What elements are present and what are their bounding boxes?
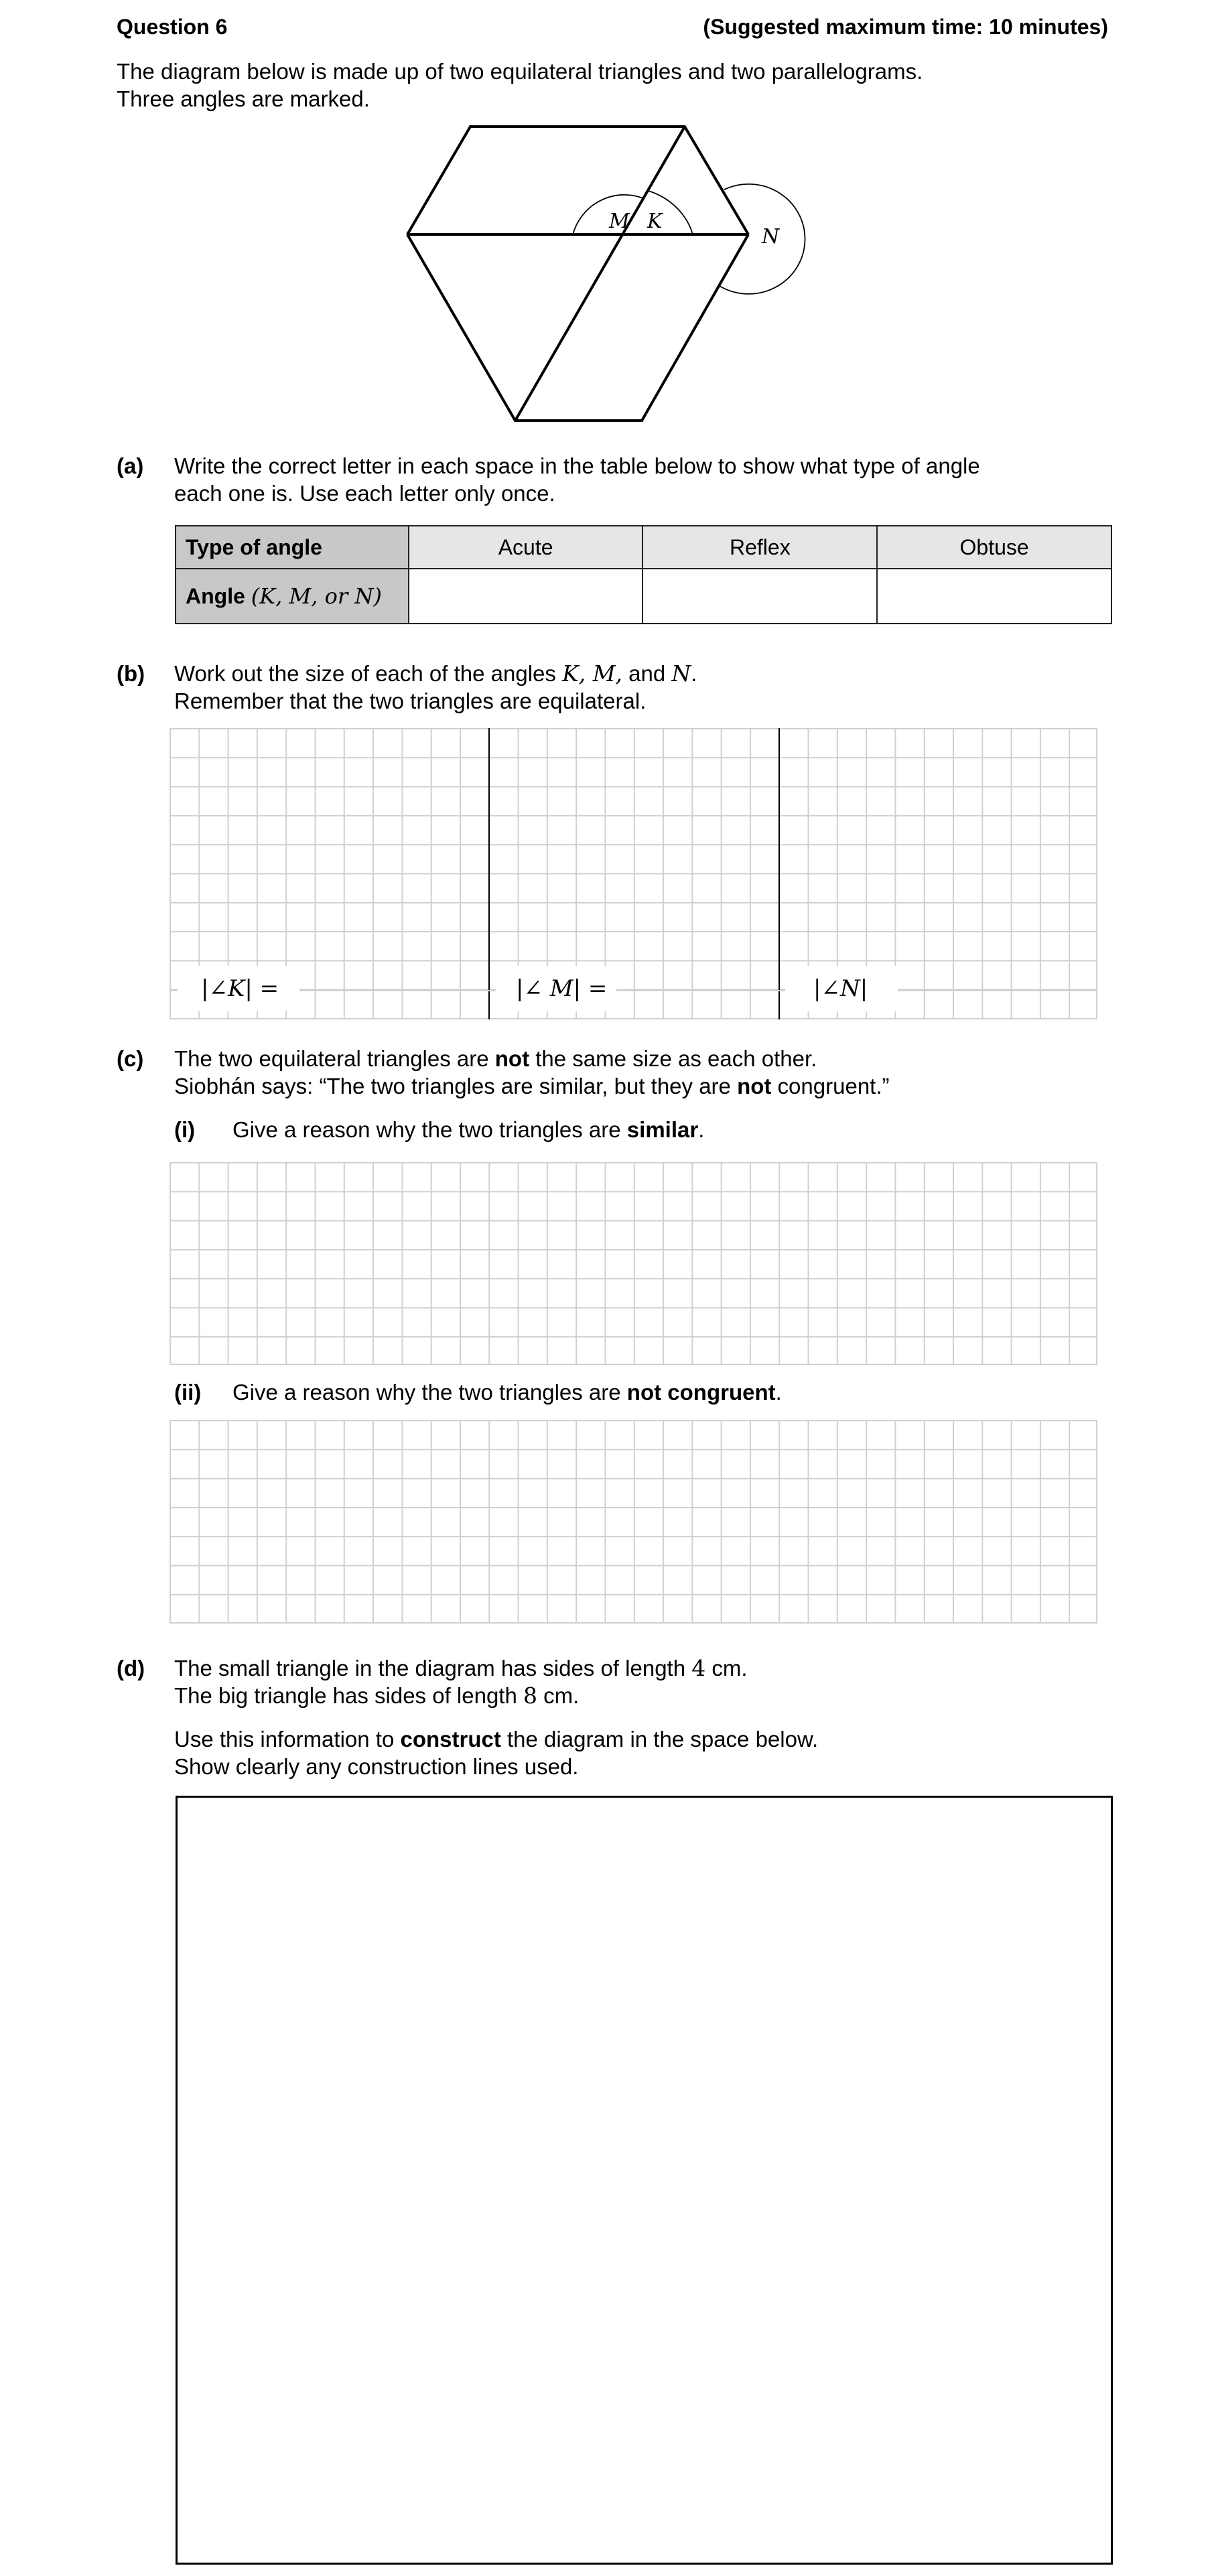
part-b-var-n: N [671, 660, 691, 687]
part-c-ii-text-bold: not congruent [626, 1380, 776, 1405]
part-b-and: and [622, 661, 672, 686]
answer-n-abs-close: | [860, 975, 868, 1002]
part-d-line-2 [174, 1682, 579, 1709]
diagonal-line [515, 127, 685, 421]
answer-n-label [813, 975, 868, 1002]
answer-m-field[interactable] [623, 975, 774, 1002]
part-b-line-2: Remember that the two triangles are equilateral. [174, 689, 647, 713]
part-d-line-2-unit: cm. [537, 1683, 580, 1708]
part-c-ii-text-post: . [775, 1380, 782, 1405]
part-b-label: (b) [117, 661, 145, 686]
answer-cell-reflex[interactable] [642, 569, 877, 624]
answer-k-field[interactable] [308, 975, 482, 1002]
answer-grid-c-ii[interactable] [170, 1420, 1097, 1624]
part-d-line-3 [174, 1725, 818, 1753]
part-c-ii-text-pre: Give a reason why the two triangles are [232, 1380, 627, 1405]
part-d-line-3-post: the diagram in the space below. [500, 1727, 819, 1751]
part-d-line-1-pre: The small triangle in the diagram has sides of length [174, 1656, 692, 1680]
part-b-text: Work out the size of each of the angles [174, 661, 563, 686]
answer-k-equals: | = [245, 975, 279, 1002]
part-c-i-text-bold: similar [626, 1117, 699, 1142]
label-n: N [762, 225, 780, 248]
part-c-line-1-pre: The two equilateral triangles are [174, 1046, 495, 1071]
intro-line-2: Three angles are marked. [117, 86, 370, 111]
lower-outline [407, 234, 748, 421]
shape-outline [407, 127, 748, 421]
upper-outline [407, 127, 748, 234]
part-d-line-4: Show clearly any construction lines used. [174, 1754, 579, 1779]
row-header-type: Type of angle [176, 526, 409, 569]
intro-line-1: The diagram below is made up of two equilateral triangles and two parallelograms. [117, 59, 923, 84]
part-c-ii-label: (ii) [174, 1380, 202, 1405]
part-c-line-2-post: congruent.” [771, 1074, 890, 1098]
part-c-line-1-post: the same size as each other. [529, 1046, 817, 1071]
angle-type-table [175, 525, 1112, 624]
part-b-line-1 [174, 660, 697, 687]
label-k: K [647, 210, 663, 233]
part-d-line-3-pre: Use this information to [174, 1727, 401, 1751]
part-c-ii-text [232, 1378, 782, 1406]
answer-k-var: K [227, 975, 245, 1002]
answer-n-abs-open: |∠ [813, 975, 840, 1002]
answer-k-label [201, 975, 279, 1002]
answer-k-abs-open: |∠ [201, 975, 228, 1002]
row-header-angle [176, 569, 409, 624]
part-b-period: . [691, 661, 697, 686]
answer-m-abs-open: |∠ [516, 975, 550, 1002]
grid-b-divider-1 [488, 728, 490, 1019]
question-title: Question 6 [117, 15, 228, 39]
row-header-angle-vars: (K, M, or N) [251, 583, 382, 609]
part-c-line-1-bold: not [494, 1046, 530, 1071]
part-a-label: (a) [117, 453, 144, 478]
part-d-small-length: 4 [691, 1655, 706, 1681]
col-header-acute: Acute [409, 526, 643, 569]
part-c-label: (c) [117, 1046, 144, 1071]
part-a-line-1: Write the correct letter in each space in the table below to show what type of angle [174, 453, 980, 478]
part-d-line-3-bold: construct [400, 1727, 501, 1751]
part-c-i-text [232, 1116, 704, 1143]
part-a-line-2: each one is. Use each letter only once. [174, 481, 555, 506]
part-c-line-1 [174, 1045, 817, 1072]
answer-n-var: N [839, 975, 860, 1002]
table-row-types [176, 526, 1111, 569]
part-c-i-text-pre: Give a reason why the two triangles are [232, 1117, 627, 1142]
part-b-vars: K, M, [562, 660, 622, 687]
part-c-i-text-post: . [698, 1117, 705, 1142]
answer-cell-acute[interactable] [409, 569, 643, 624]
col-header-obtuse: Obtuse [877, 526, 1111, 569]
answer-cell-obtuse[interactable] [877, 569, 1111, 624]
part-d-line-1 [174, 1654, 748, 1682]
answer-m-var: M [549, 975, 573, 1002]
part-c-line-2-pre: Siobhán says: “The two triangles are similar, but they are [174, 1074, 738, 1098]
grid-b-divider-2 [779, 728, 780, 1019]
part-d-label: (d) [117, 1656, 145, 1680]
part-d-line-1-unit: cm. [705, 1656, 748, 1680]
answer-m-label [516, 975, 607, 1002]
col-header-reflex: Reflex [642, 526, 877, 569]
table-row-answers [176, 569, 1111, 624]
part-d-line-2-pre: The big triangle has sides of length [174, 1683, 523, 1708]
part-d-big-length: 8 [523, 1683, 537, 1709]
geometry-diagram [0, 0, 1218, 442]
answer-n-field[interactable] [901, 975, 1092, 1002]
suggested-time: (Suggested maximum time: 10 minutes) [703, 15, 1108, 39]
row-header-angle-bold: Angle [186, 584, 245, 608]
part-c-line-2 [174, 1072, 890, 1100]
answer-m-equals: | = [573, 975, 608, 1002]
part-c-line-2-bold: not [737, 1074, 772, 1098]
construction-area[interactable] [176, 1796, 1113, 2565]
label-m: M [609, 210, 630, 233]
part-c-i-label: (i) [174, 1117, 196, 1142]
answer-grid-c-i[interactable] [170, 1162, 1097, 1365]
